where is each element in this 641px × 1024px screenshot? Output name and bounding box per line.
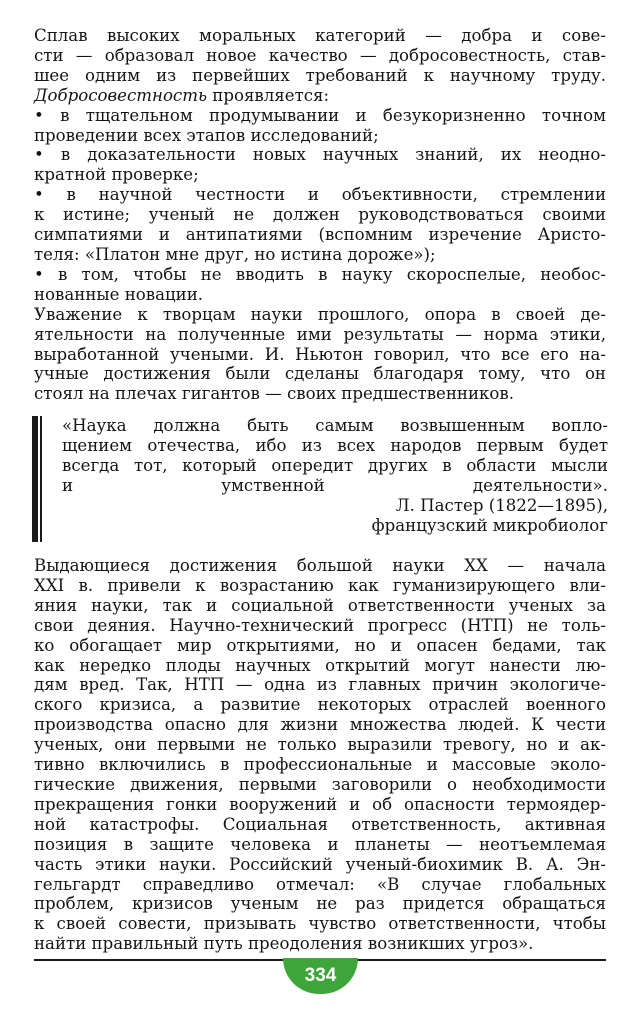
quote-bar-thin [40,416,42,542]
text-line: проблем, кризисов ученым не раз придется обращаться [34,894,606,914]
text-line: ко обогащает мир открытиями, но и опасен бедами, так [34,635,606,655]
text-line: как нередко плоды научных открытий могут нанести лю- [34,655,606,675]
bottom-text-block [34,556,606,954]
text-line: ятельности на полученные ими результаты — норма этики, [34,324,606,344]
quote-text [62,416,608,536]
text-line: ученых, они первыми не только выразили тревогу, но и ак- [34,735,606,755]
quote-author: Л. Пастер (1822—1895), [395,496,608,515]
quote-author-role: французский микробиолог [371,516,608,535]
text-line: симпатиями и антипатиями (вспомним изречение Аристо- [34,225,606,245]
text-line: учные достижения были сделаны благодаря тому, что он [34,364,606,384]
text-line-italic-term: Добросовестность проявляется: [34,85,330,105]
quote-line: «Наука должна быть самым возвышенным вопло- [62,416,608,435]
text-line: к своей совести, призывать чувство ответственности, чтобы [34,914,606,934]
bullet-line: • в научной честности и объективности, стремлении [34,185,606,205]
text-line: позиция в защите человека и планеты — неотъемлемая [34,834,606,854]
text-line: проведении всех этапов исследований; [34,125,379,145]
text-line: найти правильный путь преодоления возникших угроз». [34,934,534,954]
text-line: XXI в. привели к возрастанию как гуманизирующего вли- [34,575,606,595]
quote-bar [32,416,38,542]
text-line: тивно включились в профессиональные и массовые эколо- [34,755,606,775]
page-number: 334 [304,965,337,986]
quote-line: и умственной деятельности». [62,476,608,495]
bullet-line: • в том, чтобы не вводить в науку скороспелые, необос- [34,264,606,284]
bullet-line: • в тщательном продумывании и безукоризненно точном [34,105,606,125]
text-line: прекращения гонки вооружений и об опасности термоядер- [34,794,606,814]
quote-block [32,416,606,544]
text-line: производства опасно для жизни множества людей. К чести [34,715,606,735]
text-line: стоял на плечах гигантов — своих предшественников. [34,384,515,404]
text-line: шее одним из первейших требований к научному труду. [34,65,606,85]
text-line: к истине; ученый не должен руководствоваться своими [34,205,606,225]
text-line: кратной проверке; [34,165,199,185]
bullet-line: • в доказательности новых научных знаний, их неодно- [34,145,606,165]
text-line: яния науки, так и социальной ответственности ученых за [34,595,606,615]
text-line: сти — образовал новое качество — добросовестность, став- [34,45,606,65]
top-text-block [34,26,606,404]
text-line: свои деяния. Научно-технический прогресс (НТП) не толь- [34,615,606,635]
quote-line: щением отечества, ибо из всех народов первым будет [62,436,608,455]
text-line: выработанной учеными. И. Ньютон говорил, что все его на- [34,344,606,364]
text-line: ной катастрофы. Социальная ответственность, активная [34,814,606,834]
text-line: ского кризиса, а развитие некоторых отраслей военного [34,695,606,715]
text-line: часть этики науки. Российский ученый-биохимик В. А. Эн- [34,854,606,874]
text-line: Уважение к творцам науки прошлого, опора в своей де- [34,304,606,324]
italic-term: Добросовестность [34,85,207,105]
quote-line: всегда тот, который опередит других в области мысли [62,456,608,475]
text-line: нованные новации. [34,284,204,304]
text-line: дям вред. Так, НТП — одна из главных причин экологиче- [34,675,606,695]
text-line: Выдающиеся достижения большой науки XX — начала [34,556,606,575]
text-line: гельгардт справедливо отмечал: «В случае глобальных [34,874,606,894]
text-line: теля: «Платон мне друг, но истина дороже»); [34,244,436,264]
text-line: Сплав высоких моральных категорий — добра и сове- [34,26,606,45]
text-line: гические движения, первыми заговорили о необходимости [34,774,606,794]
